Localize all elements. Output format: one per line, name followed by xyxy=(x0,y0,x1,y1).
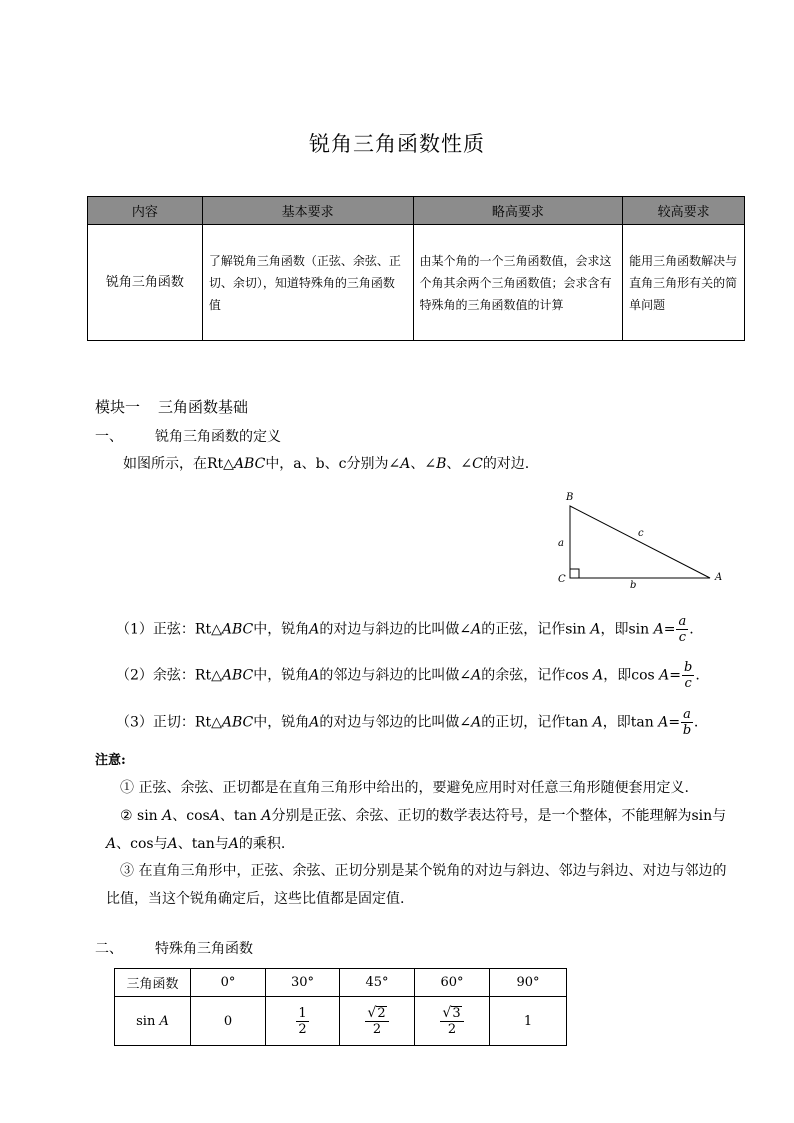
def-angle: A xyxy=(471,621,482,638)
def-text: 的正切，记作 xyxy=(481,714,566,731)
def-fn: cos xyxy=(565,667,589,684)
frac-den: 2 xyxy=(298,1021,307,1037)
row-angle: A xyxy=(159,1013,169,1029)
intro-text-1: 如图所示，在Rt△ xyxy=(123,456,234,472)
def-eq: = xyxy=(668,714,681,731)
section2-number: 二、 xyxy=(95,941,123,957)
def-fn: sin xyxy=(628,621,650,638)
header-content: 内容 xyxy=(88,197,203,225)
note-angle: A xyxy=(106,836,117,852)
def-angle: A xyxy=(471,667,482,684)
note-text: 的乘积. xyxy=(238,836,286,852)
frac-den: 2 xyxy=(372,1021,382,1037)
def-angle: A xyxy=(590,621,601,638)
cell-higher: 由某个角的一个三角函数值，会求这个角其余两个三角函数值；会求含有特殊角的三角函数值的计算 xyxy=(413,225,623,341)
page-title: 锐角三角函数性质 xyxy=(309,132,485,156)
def-tri: ABC xyxy=(221,667,254,684)
def-eq: = xyxy=(663,621,676,638)
definition-cosine xyxy=(116,660,700,691)
note-text: 与 xyxy=(214,836,229,852)
triangle-shape xyxy=(570,506,710,578)
side-label-b: b xyxy=(630,580,637,588)
note-angle: A xyxy=(209,808,220,824)
def-text: 的正弦，记作 xyxy=(481,621,566,638)
def-text: 的对边与斜边的比叫做∠ xyxy=(319,621,472,638)
intro-sep-1: 、∠ xyxy=(410,456,437,472)
requirements-row xyxy=(88,225,745,341)
section1-title: 锐角三角函数的定义 xyxy=(155,429,281,445)
header-highest: 较高要求 xyxy=(623,197,745,225)
definition-sine xyxy=(116,614,694,645)
frac-den: b xyxy=(682,723,692,738)
right-angle-marker xyxy=(570,569,579,578)
side-label-c: c xyxy=(638,528,644,539)
intro-angle-b: B xyxy=(436,456,447,472)
intro-text-2: 中，a、b、c分别为∠ xyxy=(265,456,401,472)
note-fn: tan xyxy=(233,808,257,824)
vertex-label-b: B xyxy=(566,492,574,503)
def-angle: A xyxy=(309,667,320,684)
fraction-a-over-b xyxy=(681,707,693,738)
note-text: 、 xyxy=(177,836,192,852)
fraction-a-over-c xyxy=(676,614,688,645)
frac-num: a xyxy=(683,707,691,722)
sin-60-value xyxy=(415,997,490,1046)
frac-den: c xyxy=(684,676,692,691)
frac-num: a xyxy=(678,614,687,629)
def-text: 的对边与邻边的比叫做∠ xyxy=(319,714,472,731)
module-title: 三角函数基础 xyxy=(158,398,249,416)
def-end: . xyxy=(693,714,699,731)
intro-sep-2: 、∠ xyxy=(446,456,473,472)
section2-title: 特殊角三角函数 xyxy=(155,941,253,957)
frac-den: 2 xyxy=(447,1021,457,1037)
note-angle: A xyxy=(261,808,272,824)
note-text: 分别是正弦、余弦、正切的数学表达符号，是一个整体，不能理解为 xyxy=(271,808,692,824)
definition-tangent xyxy=(116,707,698,738)
note-fn: tan xyxy=(191,836,215,852)
special-table-sin-row xyxy=(115,997,567,1046)
module-label: 模块一 xyxy=(95,398,141,416)
section2-heading xyxy=(95,938,253,958)
section1-heading xyxy=(95,426,281,446)
intro-angle-c: C xyxy=(472,456,483,472)
note-angle: A xyxy=(162,808,173,824)
note-fn: sin xyxy=(691,808,713,824)
intro-tri: ABC xyxy=(233,456,266,472)
def-text: （3）正切：Rt△ xyxy=(116,714,222,731)
def-fn: tan xyxy=(630,714,654,731)
def-text: 中，锐角 xyxy=(253,667,310,684)
vertex-label-a: A xyxy=(715,572,723,583)
def-fn: tan xyxy=(565,714,589,731)
special-header-0: 0° xyxy=(191,969,266,997)
frac-num: b xyxy=(684,660,693,675)
note-item-2 xyxy=(120,805,726,825)
radicand: 3 xyxy=(452,1005,461,1021)
special-table-header-row xyxy=(115,969,567,997)
def-angle: A xyxy=(592,714,603,731)
note-label: 注意: xyxy=(95,753,126,768)
frac-num xyxy=(365,1006,388,1022)
sin-45-value xyxy=(340,997,415,1046)
sin-60-fraction xyxy=(440,1006,463,1037)
def-angle: A xyxy=(309,714,320,731)
def-text: ，即 xyxy=(600,621,629,638)
vertex-label-c: C xyxy=(558,574,566,585)
requirements-table xyxy=(87,196,745,341)
def-angle: A xyxy=(659,667,670,684)
note-text: 与 xyxy=(712,808,727,824)
sin-90-value: 1 xyxy=(490,997,567,1046)
def-eq: = xyxy=(669,667,682,684)
sin-row-label xyxy=(115,997,191,1046)
sin-45-fraction xyxy=(365,1006,388,1037)
note-item-2-continued xyxy=(106,833,285,853)
def-text: 的余弦，记作 xyxy=(481,667,566,684)
special-header-60: 60° xyxy=(415,969,490,997)
note-text: 、 xyxy=(219,808,234,824)
def-text: （1）正弦：Rt△ xyxy=(116,621,222,638)
frac-num: 1 xyxy=(298,1005,307,1021)
note-text: 、 xyxy=(116,836,131,852)
frac-den: c xyxy=(678,630,686,645)
note-fn: sin xyxy=(137,808,158,824)
def-text: （2）余弦：Rt△ xyxy=(116,667,222,684)
sqrt-2: √ 2 xyxy=(367,1004,386,1021)
row-fn: sin xyxy=(136,1013,156,1029)
note-fn: cos xyxy=(130,836,154,852)
note-text: ② xyxy=(120,808,138,824)
def-tri: ABC xyxy=(221,714,254,731)
header-higher: 略高要求 xyxy=(413,197,623,225)
def-angle: A xyxy=(309,621,320,638)
note-fn: cos xyxy=(186,808,210,824)
radicand: 2 xyxy=(377,1005,386,1021)
def-text: 中，锐角 xyxy=(253,714,310,731)
section1-number: 一、 xyxy=(95,429,123,445)
header-basic: 基本要求 xyxy=(202,197,413,225)
note-item-3: ③ 在直角三角形中，正弦、余弦、正切分别是某个锐角的对边与斜边、邻边与斜边、对边与邻边的 xyxy=(120,863,727,879)
special-header-45: 45° xyxy=(340,969,415,997)
note-angle: A xyxy=(167,836,178,852)
intro-paragraph xyxy=(123,453,529,473)
def-text: ，即 xyxy=(602,714,631,731)
right-triangle-figure xyxy=(550,488,730,588)
note-item-3-continued: 比值，当这个锐角确定后，这些比值都是固定值. xyxy=(106,891,405,907)
sqrt-3: √ 3 xyxy=(442,1004,461,1021)
special-angle-table xyxy=(114,968,567,1046)
def-end: . xyxy=(695,667,700,684)
def-fn: cos xyxy=(631,667,655,684)
cell-basic: 了解锐角三角函数（正弦、余弦、正切、余切），知道特殊角的三角函数值 xyxy=(202,225,413,341)
sin-30-value xyxy=(266,997,340,1046)
cell-content: 锐角三角函数 xyxy=(88,225,203,341)
special-header-fn: 三角函数 xyxy=(115,969,191,997)
def-end: . xyxy=(689,621,694,638)
note-angle: A xyxy=(228,836,239,852)
def-text: 的邻边与斜边的比叫做∠ xyxy=(319,667,472,684)
def-text: ，即 xyxy=(603,667,632,684)
def-text: 中，锐角 xyxy=(253,621,310,638)
fraction-b-over-c xyxy=(682,660,694,691)
intro-text-3: 的对边. xyxy=(482,456,530,472)
def-fn: sin xyxy=(565,621,586,638)
note-text: 、 xyxy=(172,808,187,824)
intro-angle-a: A xyxy=(400,456,411,472)
def-tri: ABC xyxy=(221,621,254,638)
frac-num xyxy=(440,1006,463,1022)
def-angle: A xyxy=(658,714,669,731)
note-text: 与 xyxy=(153,836,168,852)
special-header-30: 30° xyxy=(266,969,340,997)
sin-0-value: 0 xyxy=(191,997,266,1046)
def-angle: A xyxy=(471,714,482,731)
side-label-a: a xyxy=(558,538,564,549)
note-item-1: ① 正弦、余弦、正切都是在直角三角形中给出的，要避免应用时对任意三角形随便套用定义. xyxy=(120,780,689,796)
def-angle: A xyxy=(653,621,664,638)
module-heading xyxy=(95,396,248,417)
requirements-header-row xyxy=(88,197,745,225)
def-angle: A xyxy=(593,667,604,684)
cell-highest: 能用三角函数解决与直角三角形有关的简单问题 xyxy=(623,225,745,341)
special-header-90: 90° xyxy=(490,969,567,997)
sin-30-fraction xyxy=(296,1006,308,1037)
